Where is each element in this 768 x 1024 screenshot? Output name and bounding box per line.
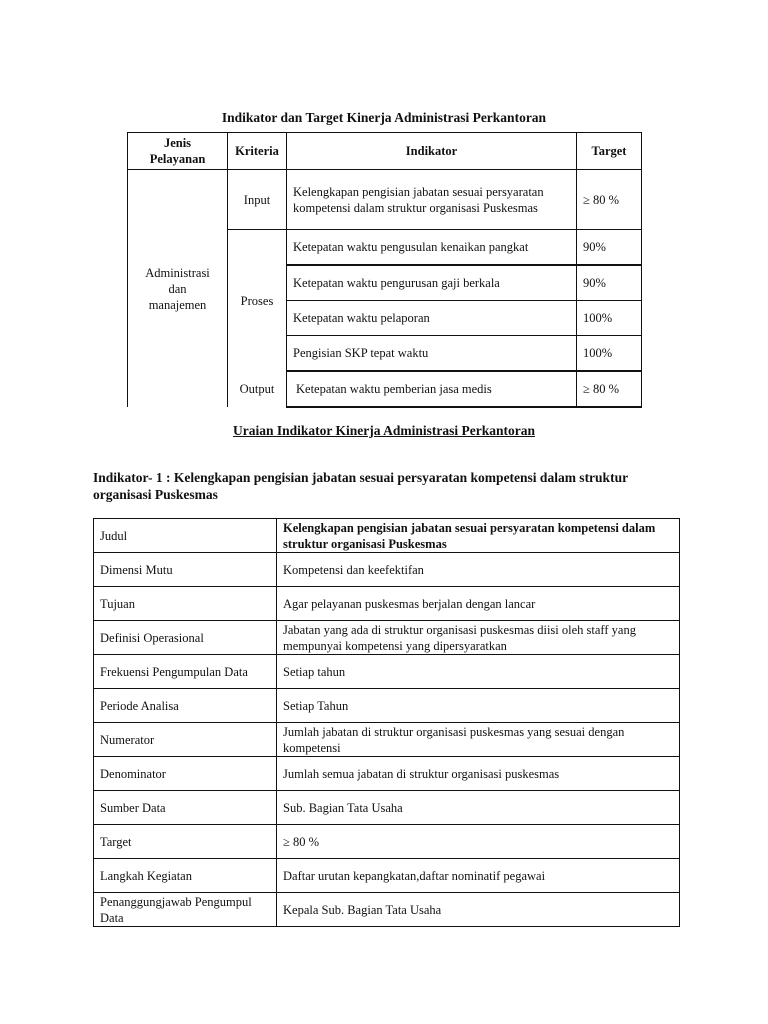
table-row xyxy=(94,689,680,723)
table-row xyxy=(94,587,680,621)
row-key: Target xyxy=(94,825,277,859)
kriteria-output: Output xyxy=(228,371,287,407)
indicator-detail-table xyxy=(93,518,680,927)
row-value: Kompetensi dan keefektifan xyxy=(277,553,680,587)
header-jenis-line1: Jenis xyxy=(163,136,192,150)
header-jenis-line2: Pelayanan xyxy=(149,152,206,166)
row-key: Langkah Kegiatan xyxy=(94,859,277,893)
table-row xyxy=(94,825,680,859)
table-row xyxy=(128,170,642,230)
table-row xyxy=(94,655,680,689)
header-kriteria: Kriteria xyxy=(228,133,287,170)
row-key: Tujuan xyxy=(94,587,277,621)
header-jenis-pelayanan xyxy=(128,133,228,170)
table-row xyxy=(94,791,680,825)
section-title: Uraian Indikator Kinerja Administrasi Perkantoran xyxy=(232,423,536,438)
row-key: Judul xyxy=(94,519,277,553)
indikator-cell: Ketepatan waktu pengusulan kenaikan pangkat xyxy=(287,230,577,266)
row-value: Setiap tahun xyxy=(277,655,680,689)
row-key: Denominator xyxy=(94,757,277,791)
row-value: Sub. Bagian Tata Usaha xyxy=(277,791,680,825)
row-value: Kepala Sub. Bagian Tata Usaha xyxy=(277,893,680,927)
row-value: Jumlah semua jabatan di struktur organisasi puskesmas xyxy=(277,757,680,791)
table-row xyxy=(94,859,680,893)
row-value: Agar pelayanan puskesmas berjalan dengan lancar xyxy=(277,587,680,621)
header-target: Target xyxy=(577,133,642,170)
target-cell: ≥ 80 % xyxy=(577,371,642,407)
row-value: Kelengkapan pengisian jabatan sesuai persyaratan kompetensi dalam struktur organisasi Puskesmas xyxy=(277,519,680,553)
row-value: Setiap Tahun xyxy=(277,689,680,723)
indikator-cell: Ketepatan waktu pemberian jasa medis xyxy=(287,371,577,407)
row-key: Numerator xyxy=(94,723,277,757)
table-row xyxy=(94,519,680,553)
target-cell: 100% xyxy=(577,301,642,336)
header-indikator: Indikator xyxy=(287,133,577,170)
table-row xyxy=(94,757,680,791)
row-value: Daftar urutan kepangkatan,daftar nominatif pegawai xyxy=(277,859,680,893)
kriteria-proses: Proses xyxy=(228,230,287,372)
target-kinerja-table xyxy=(127,132,642,408)
indikator-cell: Ketepatan waktu pelaporan xyxy=(287,301,577,336)
row-value: ≥ 80 % xyxy=(277,825,680,859)
table1-title: Indikator dan Target Kinerja Administrasi Perkantoran xyxy=(221,110,547,125)
row-key: Frekuensi Pengumpulan Data xyxy=(94,655,277,689)
table-row xyxy=(94,723,680,757)
jenis-pelayanan-cell xyxy=(128,170,228,408)
row-key: Periode Analisa xyxy=(94,689,277,723)
row-key: Sumber Data xyxy=(94,791,277,825)
table-header-row xyxy=(128,133,642,170)
table-row xyxy=(94,893,680,927)
jenis-line: dan xyxy=(168,281,187,296)
indikator-cell: Ketepatan waktu pengurusan gaji berkala xyxy=(287,265,577,301)
target-cell: 100% xyxy=(577,336,642,372)
row-key: Penanggungjawab Pengumpul Data xyxy=(94,893,277,927)
jenis-line: Administrasi xyxy=(145,265,210,280)
row-key: Definisi Operasional xyxy=(94,621,277,655)
indikator-cell: Pengisian SKP tepat waktu xyxy=(287,336,577,372)
indicator-heading: Indikator- 1 : Kelengkapan pengisian jabatan sesuai persyaratan kompetensi dalam struktur organisasi Puskesmas xyxy=(93,470,628,502)
table-row xyxy=(94,553,680,587)
row-key: Dimensi Mutu xyxy=(94,553,277,587)
row-value: Jumlah jabatan di struktur organisasi puskesmas yang sesuai dengan kompetensi xyxy=(277,723,680,757)
target-cell: ≥ 80 % xyxy=(577,170,642,230)
table-row xyxy=(94,621,680,655)
kriteria-input: Input xyxy=(228,170,287,230)
target-cell: 90% xyxy=(577,265,642,301)
indikator-cell: Kelengkapan pengisian jabatan sesuai persyaratan kompetensi dalam struktur organisasi Puskesmas xyxy=(287,170,577,230)
jenis-line: manajemen xyxy=(148,297,207,312)
target-cell: 90% xyxy=(577,230,642,266)
row-value: Jabatan yang ada di struktur organisasi puskesmas diisi oleh staff yang mempunyai kompetensi yang dipersyaratkan xyxy=(277,621,680,655)
